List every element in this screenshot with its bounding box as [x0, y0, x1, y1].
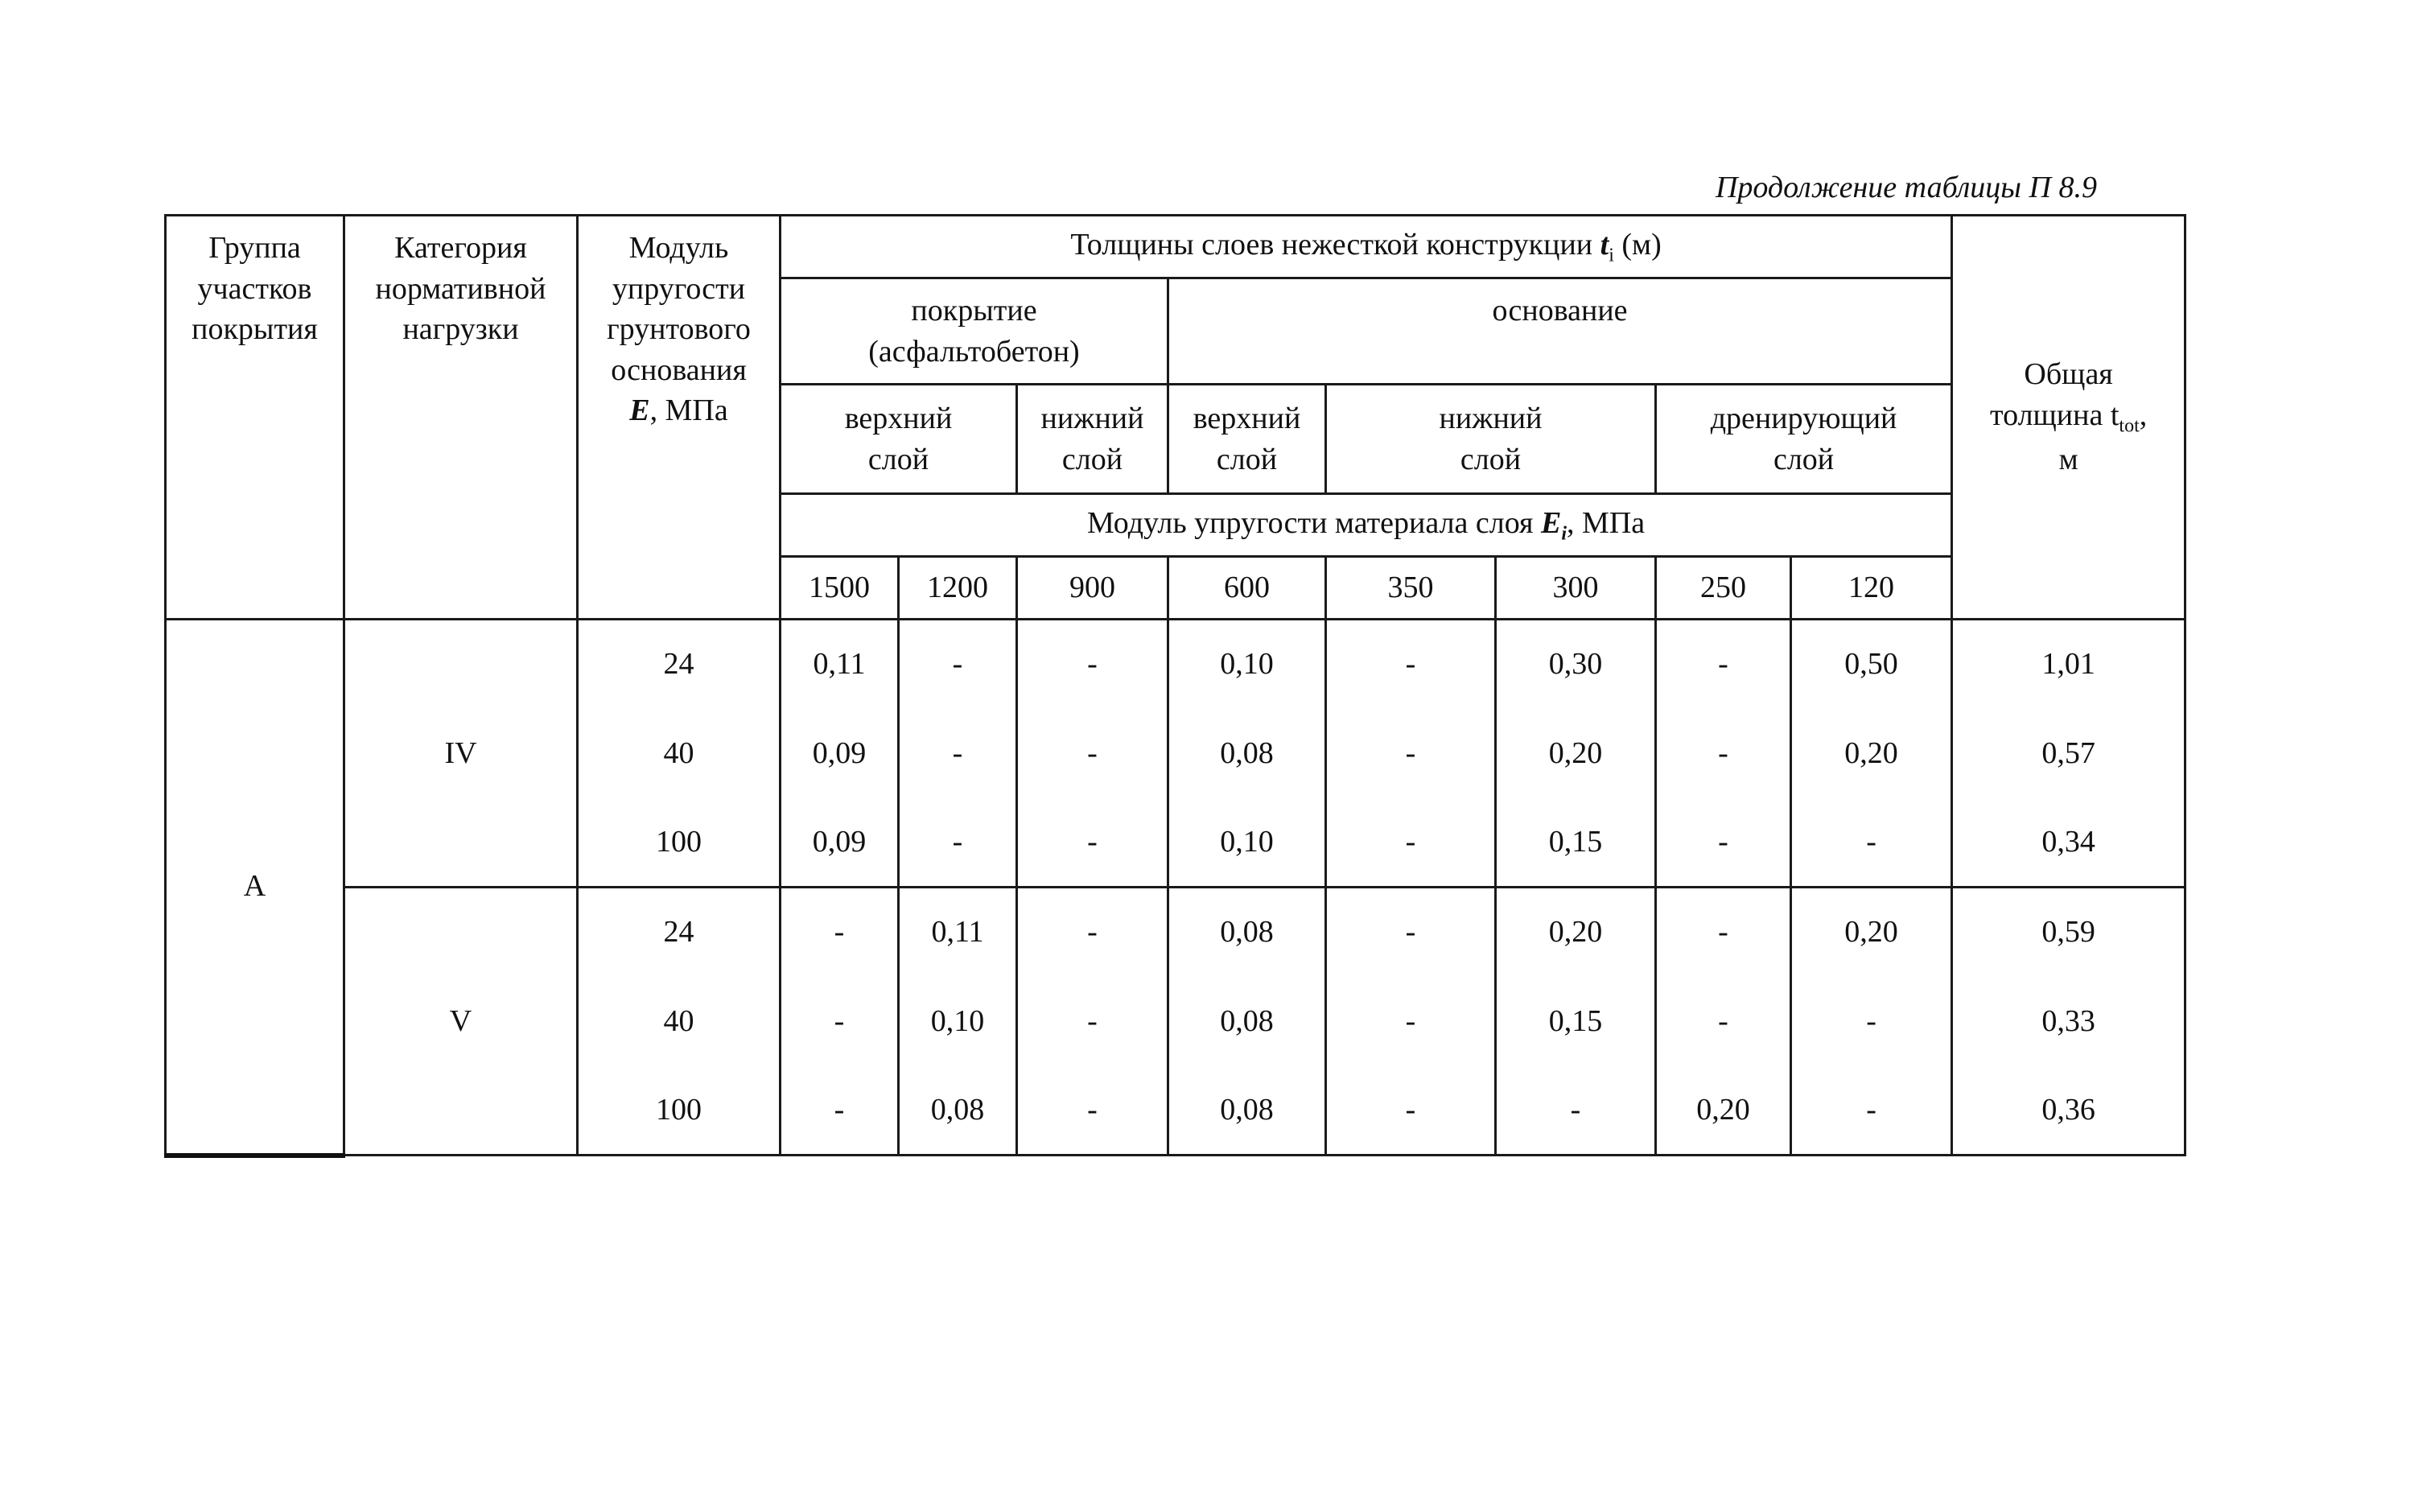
table-row	[166, 888, 2185, 977]
table-header	[166, 216, 2185, 620]
modulus-value: 250	[1656, 557, 1791, 620]
table-body	[166, 620, 2185, 1156]
value-cell: 0,08	[899, 1066, 1017, 1156]
modulus-value: 600	[1168, 557, 1326, 620]
value-cell: -	[1326, 620, 1496, 709]
value-cell: 0,30	[1496, 620, 1656, 709]
header-soil-modulus: Модуль упругости грунтового основания E, МПа	[578, 216, 781, 620]
value-cell: 0,10	[899, 977, 1017, 1066]
value-cell: 0,11	[899, 888, 1017, 977]
value-cell: -	[1656, 620, 1791, 709]
value-cell: -	[1656, 888, 1791, 977]
value-cell: 0,09	[781, 709, 899, 798]
header-base: основание	[1168, 278, 1952, 385]
total-cell: 1,01	[1952, 620, 2185, 709]
value-cell: -	[899, 620, 1017, 709]
table-row	[166, 620, 2185, 709]
value-cell: -	[899, 798, 1017, 888]
soil-modulus-cell: 100	[578, 1066, 781, 1156]
value-cell: -	[1791, 1066, 1952, 1156]
modulus-value: 300	[1496, 557, 1656, 620]
value-cell: -	[1017, 798, 1168, 888]
pavement-thickness-table	[164, 214, 2186, 1158]
soil-modulus-cell: 40	[578, 977, 781, 1066]
value-cell: 0,20	[1791, 709, 1952, 798]
total-cell: 0,36	[1952, 1066, 2185, 1156]
value-cell: -	[781, 888, 899, 977]
value-cell: -	[1017, 620, 1168, 709]
value-cell: 0,08	[1168, 709, 1326, 798]
value-cell: -	[1017, 709, 1168, 798]
value-cell: -	[1326, 888, 1496, 977]
value-cell: 0,08	[1168, 977, 1326, 1066]
category-cell: V	[344, 888, 578, 1156]
value-cell: 0,08	[1168, 1066, 1326, 1156]
value-cell: -	[1496, 1066, 1656, 1156]
header-category: Категория нормативной нагрузки	[344, 216, 578, 620]
modulus-value: 900	[1017, 557, 1168, 620]
modulus-value: 1200	[899, 557, 1017, 620]
group-cell: A	[166, 620, 344, 1156]
value-cell: 0,20	[1791, 888, 1952, 977]
value-cell: 0,15	[1496, 977, 1656, 1066]
modulus-value: 1500	[781, 557, 899, 620]
header-base-lower-layer: нижний слой	[1326, 385, 1656, 494]
value-cell: -	[899, 709, 1017, 798]
value-cell: -	[1791, 977, 1952, 1066]
value-cell: -	[1326, 977, 1496, 1066]
value-cell: 0,09	[781, 798, 899, 888]
table-caption: Продолжение таблицы П 8.9	[1715, 171, 2097, 204]
value-cell: -	[1017, 977, 1168, 1066]
value-cell: -	[1791, 798, 1952, 888]
value-cell: 0,10	[1168, 798, 1326, 888]
value-cell: 0,08	[1168, 888, 1326, 977]
total-cell: 0,33	[1952, 977, 2185, 1066]
value-cell: 0,20	[1496, 709, 1656, 798]
value-cell: -	[1656, 709, 1791, 798]
value-cell: -	[1326, 1066, 1496, 1156]
value-cell: -	[781, 1066, 899, 1156]
soil-modulus-cell: 100	[578, 798, 781, 888]
value-cell: 0,15	[1496, 798, 1656, 888]
total-cell: 0,59	[1952, 888, 2185, 977]
soil-modulus-cell: 40	[578, 709, 781, 798]
total-cell: 0,34	[1952, 798, 2185, 888]
value-cell: -	[1326, 709, 1496, 798]
soil-modulus-cell: 24	[578, 620, 781, 709]
value-cell: 0,20	[1496, 888, 1656, 977]
header-group: Группа участков покрытия	[166, 216, 344, 620]
header-lower-layer: нижний слой	[1017, 385, 1168, 494]
header-coating: покрытие (асфальтобетон)	[781, 278, 1168, 385]
value-cell: -	[1656, 977, 1791, 1066]
header-drainage-layer: дренирующий слой	[1656, 385, 1952, 494]
value-cell: -	[1326, 798, 1496, 888]
header-material-modulus: Модуль упругости материала слоя $E_i$, МПа	[781, 494, 1952, 557]
value-cell: -	[781, 977, 899, 1066]
value-cell: -	[1017, 888, 1168, 977]
header-layer-thickness: Толщины слоев нежесткой конструкции $t_i$ (м)	[781, 216, 1952, 278]
value-cell: -	[1017, 1066, 1168, 1156]
total-cell: 0,57	[1952, 709, 2185, 798]
category-cell: IV	[344, 620, 578, 888]
value-cell: 0,50	[1791, 620, 1952, 709]
value-cell: 0,20	[1656, 1066, 1791, 1156]
modulus-value: 350	[1326, 557, 1496, 620]
value-cell: 0,11	[781, 620, 899, 709]
value-cell: -	[1656, 798, 1791, 888]
header-total-thickness: Общая толщина $t_{tot}$, м	[1952, 216, 2185, 620]
modulus-value: 120	[1791, 557, 1952, 620]
header-upper-layer: верхний слой	[781, 385, 1017, 494]
header-base-upper-layer: верхний слой	[1168, 385, 1326, 494]
value-cell: 0,10	[1168, 620, 1326, 709]
soil-modulus-cell: 24	[578, 888, 781, 977]
